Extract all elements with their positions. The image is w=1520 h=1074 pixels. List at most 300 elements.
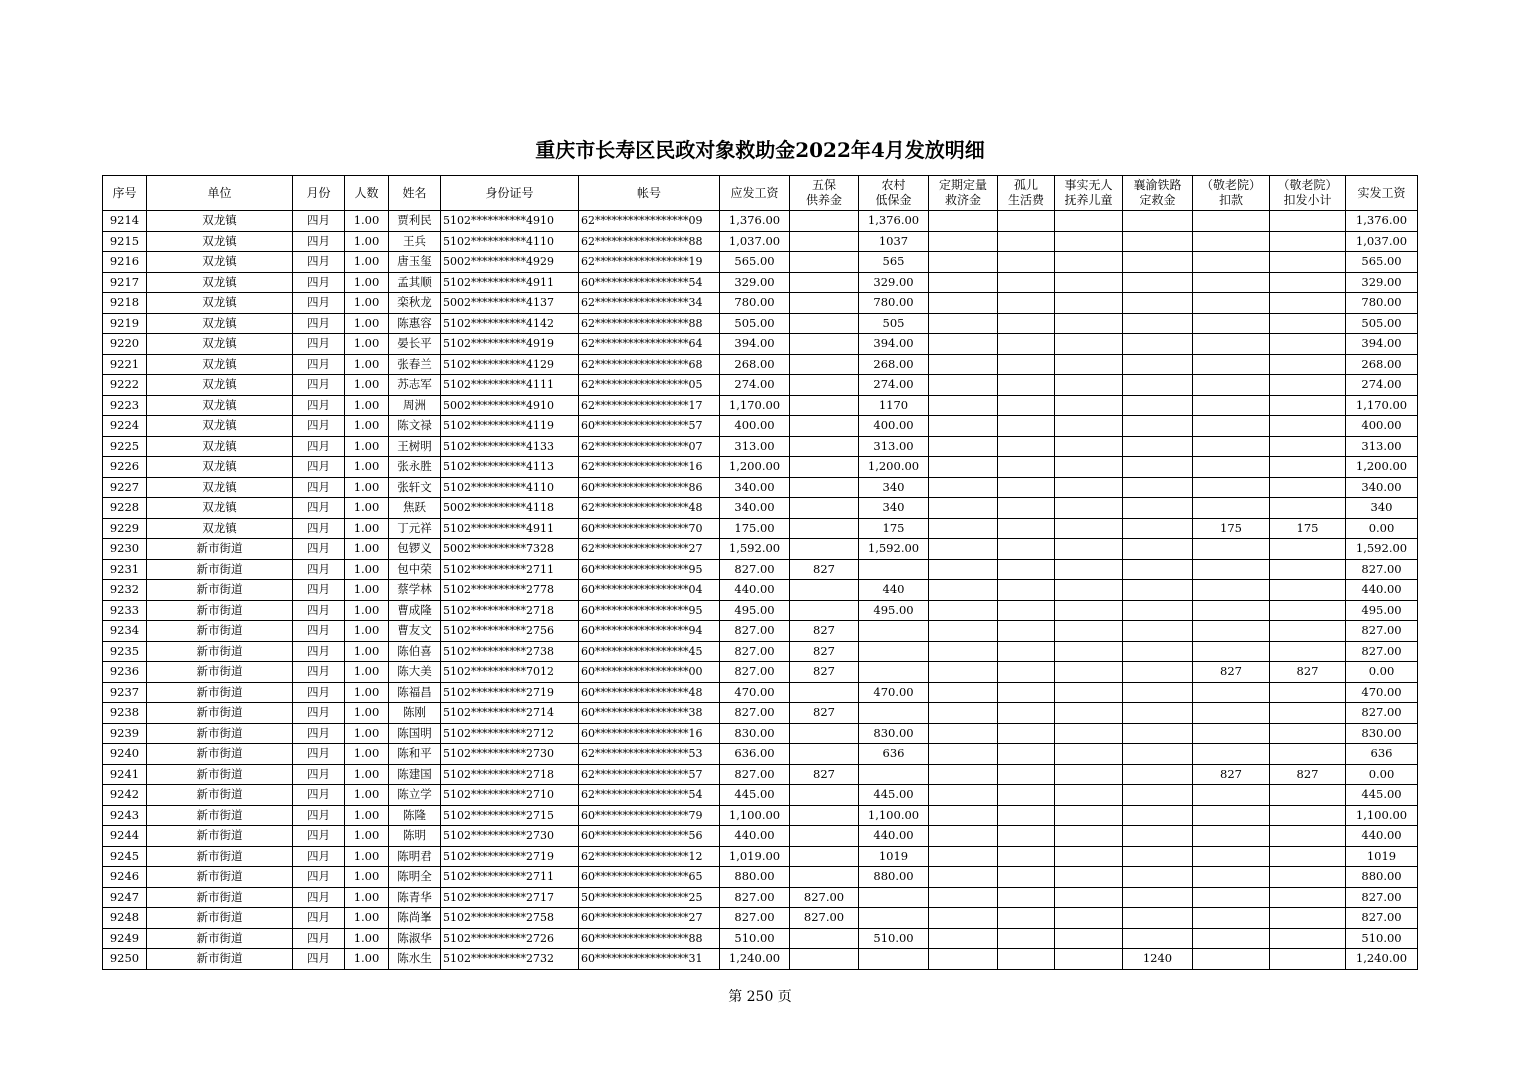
cell-name: 陈青华: [389, 887, 441, 908]
cell-actual: 830.00: [1346, 723, 1418, 744]
cell-actual: 636: [1346, 744, 1418, 765]
cell-child: [1055, 764, 1123, 785]
cell-unit: 双龙镇: [147, 395, 293, 416]
cell-actual: 510.00: [1346, 928, 1418, 949]
cell-unit: 双龙镇: [147, 334, 293, 355]
cell-id: 5102**********2710: [441, 785, 579, 806]
cell-rural: 445.00: [859, 785, 929, 806]
cell-fixed: [929, 703, 998, 724]
cell-orphan: [998, 908, 1055, 929]
cell-child: [1055, 457, 1123, 478]
cell-fixed: [929, 354, 998, 375]
cell-wubao: [790, 723, 859, 744]
cell-month: 四月: [293, 395, 345, 416]
cell-wubao: 827: [790, 662, 859, 683]
cell-fixed: [929, 313, 998, 334]
cell-people: 1.00: [345, 231, 389, 252]
cell-name: 包锣义: [389, 539, 441, 560]
header-deduct: （敬老院） 扣款: [1193, 176, 1270, 211]
cell-wubao: [790, 928, 859, 949]
cell-seq: 9236: [103, 662, 147, 683]
cell-rail: [1123, 744, 1193, 765]
cell-orphan: [998, 764, 1055, 785]
header-month: 月份: [293, 176, 345, 211]
table-row: [103, 928, 1418, 949]
cell-name: 陈尚峯: [389, 908, 441, 929]
cell-rail: [1123, 703, 1193, 724]
table-row: [103, 518, 1418, 539]
cell-name: 曹成隆: [389, 600, 441, 621]
cell-account: 62*****************53: [579, 744, 720, 765]
cell-account: 60*****************79: [579, 805, 720, 826]
cell-name: 张春兰: [389, 354, 441, 375]
cell-wubao: [790, 498, 859, 519]
cell-account: 62*****************34: [579, 293, 720, 314]
cell-fixed: [929, 375, 998, 396]
cell-unit: 新市街道: [147, 846, 293, 867]
cell-fixed: [929, 928, 998, 949]
cell-account: 62*****************09: [579, 211, 720, 232]
cell-orphan: [998, 272, 1055, 293]
cell-month: 四月: [293, 867, 345, 888]
cell-wubao: [790, 805, 859, 826]
cell-people: 1.00: [345, 887, 389, 908]
cell-subtotal: [1270, 498, 1346, 519]
cell-rail: [1123, 252, 1193, 273]
table-row: [103, 744, 1418, 765]
cell-child: [1055, 580, 1123, 601]
cell-rail: [1123, 641, 1193, 662]
table-row: [103, 723, 1418, 744]
cell-rural: 1,592.00: [859, 539, 929, 560]
cell-rural: [859, 887, 929, 908]
table-row: [103, 805, 1418, 826]
cell-fixed: [929, 621, 998, 642]
cell-subtotal: [1270, 354, 1346, 375]
cell-orphan: [998, 846, 1055, 867]
cell-id: 5102**********7012: [441, 662, 579, 683]
cell-rail: [1123, 498, 1193, 519]
cell-id: 5102**********4111: [441, 375, 579, 396]
cell-due: 1,100.00: [720, 805, 790, 826]
cell-fixed: [929, 518, 998, 539]
cell-subtotal: [1270, 846, 1346, 867]
cell-people: 1.00: [345, 641, 389, 662]
cell-rural: 510.00: [859, 928, 929, 949]
cell-child: [1055, 211, 1123, 232]
cell-people: 1.00: [345, 375, 389, 396]
cell-unit: 新市街道: [147, 559, 293, 580]
cell-rural: 636: [859, 744, 929, 765]
cell-account: 62*****************16: [579, 457, 720, 478]
cell-rail: [1123, 436, 1193, 457]
cell-people: 1.00: [345, 723, 389, 744]
cell-unit: 新市街道: [147, 908, 293, 929]
cell-wubao: [790, 867, 859, 888]
cell-child: [1055, 354, 1123, 375]
cell-actual: 440.00: [1346, 826, 1418, 847]
cell-rural: 780.00: [859, 293, 929, 314]
table-body: [103, 211, 1418, 970]
cell-month: 四月: [293, 600, 345, 621]
cell-account: 60*****************16: [579, 723, 720, 744]
cell-deduct: [1193, 621, 1270, 642]
cell-due: 1,019.00: [720, 846, 790, 867]
cell-due: 1,200.00: [720, 457, 790, 478]
cell-people: 1.00: [345, 436, 389, 457]
cell-rail: [1123, 826, 1193, 847]
cell-wubao: 827: [790, 621, 859, 642]
cell-seq: 9233: [103, 600, 147, 621]
cell-people: 1.00: [345, 539, 389, 560]
cell-month: 四月: [293, 539, 345, 560]
cell-name: 陈刚: [389, 703, 441, 724]
header-account: 帐号: [579, 176, 720, 211]
cell-child: [1055, 826, 1123, 847]
cell-rural: 274.00: [859, 375, 929, 396]
cell-deduct: 827: [1193, 662, 1270, 683]
cell-unit: 新市街道: [147, 682, 293, 703]
cell-name: 陈水生: [389, 949, 441, 970]
cell-due: 175.00: [720, 518, 790, 539]
cell-people: 1.00: [345, 908, 389, 929]
cell-fixed: [929, 252, 998, 273]
cell-id: 5002**********4929: [441, 252, 579, 273]
cell-unit: 双龙镇: [147, 313, 293, 334]
cell-seq: 9214: [103, 211, 147, 232]
cell-fixed: [929, 539, 998, 560]
cell-deduct: [1193, 313, 1270, 334]
cell-seq: 9216: [103, 252, 147, 273]
cell-actual: 565.00: [1346, 252, 1418, 273]
cell-id: 5102**********4919: [441, 334, 579, 355]
cell-name: 张轩文: [389, 477, 441, 498]
cell-orphan: [998, 887, 1055, 908]
header-actual: 实发工资: [1346, 176, 1418, 211]
cell-account: 60*****************88: [579, 928, 720, 949]
cell-deduct: [1193, 416, 1270, 437]
cell-month: 四月: [293, 272, 345, 293]
table-row: [103, 354, 1418, 375]
cell-rail: [1123, 928, 1193, 949]
cell-orphan: [998, 682, 1055, 703]
cell-deduct: [1193, 436, 1270, 457]
cell-actual: 1,240.00: [1346, 949, 1418, 970]
cell-id: 5102**********2715: [441, 805, 579, 826]
cell-account: 62*****************07: [579, 436, 720, 457]
cell-rail: [1123, 600, 1193, 621]
cell-id: 5102**********2730: [441, 826, 579, 847]
cell-rural: [859, 559, 929, 580]
cell-seq: 9228: [103, 498, 147, 519]
cell-seq: 9219: [103, 313, 147, 334]
cell-seq: 9224: [103, 416, 147, 437]
cell-fixed: [929, 805, 998, 826]
cell-name: 唐玉玺: [389, 252, 441, 273]
cell-fixed: [929, 662, 998, 683]
cell-wubao: [790, 457, 859, 478]
cell-child: [1055, 539, 1123, 560]
cell-fixed: [929, 887, 998, 908]
cell-people: 1.00: [345, 764, 389, 785]
cell-due: 1,592.00: [720, 539, 790, 560]
table-row: [103, 334, 1418, 355]
cell-rural: [859, 621, 929, 642]
cell-fixed: [929, 457, 998, 478]
cell-orphan: [998, 949, 1055, 970]
cell-unit: 双龙镇: [147, 436, 293, 457]
cell-subtotal: [1270, 887, 1346, 908]
cell-seq: 9241: [103, 764, 147, 785]
cell-people: 1.00: [345, 826, 389, 847]
cell-id: 5102**********2711: [441, 559, 579, 580]
cell-deduct: [1193, 252, 1270, 273]
cell-fixed: [929, 744, 998, 765]
table-row: [103, 949, 1418, 970]
cell-month: 四月: [293, 580, 345, 601]
cell-child: [1055, 662, 1123, 683]
cell-child: [1055, 436, 1123, 457]
cell-child: [1055, 416, 1123, 437]
cell-deduct: [1193, 744, 1270, 765]
cell-child: [1055, 908, 1123, 929]
cell-orphan: [998, 211, 1055, 232]
cell-wubao: [790, 744, 859, 765]
cell-actual: 780.00: [1346, 293, 1418, 314]
cell-id: 5102**********4129: [441, 354, 579, 375]
cell-name: 包中荣: [389, 559, 441, 580]
cell-seq: 9230: [103, 539, 147, 560]
table-row: [103, 703, 1418, 724]
cell-name: 苏志军: [389, 375, 441, 396]
cell-due: 880.00: [720, 867, 790, 888]
cell-due: 394.00: [720, 334, 790, 355]
page-number: 第 250 页: [728, 989, 792, 1005]
cell-child: [1055, 477, 1123, 498]
cell-actual: 440.00: [1346, 580, 1418, 601]
cell-seq: 9248: [103, 908, 147, 929]
cell-seq: 9218: [103, 293, 147, 314]
cell-name: 陈淑华: [389, 928, 441, 949]
cell-seq: 9240: [103, 744, 147, 765]
cell-deduct: [1193, 293, 1270, 314]
cell-account: 60*****************86: [579, 477, 720, 498]
cell-subtotal: [1270, 477, 1346, 498]
cell-unit: 新市街道: [147, 621, 293, 642]
cell-orphan: [998, 354, 1055, 375]
cell-month: 四月: [293, 334, 345, 355]
cell-month: 四月: [293, 662, 345, 683]
cell-month: 四月: [293, 887, 345, 908]
table-row: [103, 313, 1418, 334]
cell-due: 495.00: [720, 600, 790, 621]
cell-name: 陈惠容: [389, 313, 441, 334]
cell-subtotal: [1270, 641, 1346, 662]
cell-seq: 9234: [103, 621, 147, 642]
table-row: [103, 539, 1418, 560]
cell-actual: 445.00: [1346, 785, 1418, 806]
cell-subtotal: [1270, 703, 1346, 724]
table-row: [103, 764, 1418, 785]
cell-child: [1055, 621, 1123, 642]
cell-due: 780.00: [720, 293, 790, 314]
cell-rail: [1123, 375, 1193, 396]
cell-wubao: [790, 846, 859, 867]
header-id: 身份证号: [441, 176, 579, 211]
cell-month: 四月: [293, 908, 345, 929]
cell-people: 1.00: [345, 416, 389, 437]
cell-wubao: [790, 539, 859, 560]
cell-rural: 329.00: [859, 272, 929, 293]
cell-subtotal: [1270, 826, 1346, 847]
cell-actual: 1,170.00: [1346, 395, 1418, 416]
cell-deduct: [1193, 949, 1270, 970]
cell-rural: 1,376.00: [859, 211, 929, 232]
table-row: [103, 621, 1418, 642]
cell-people: 1.00: [345, 682, 389, 703]
page-title: 重庆市长寿区民政对象救助金2022年4月发放明细: [535, 138, 985, 162]
cell-rail: [1123, 395, 1193, 416]
cell-orphan: [998, 518, 1055, 539]
cell-due: 440.00: [720, 580, 790, 601]
cell-rail: [1123, 354, 1193, 375]
cell-seq: 9223: [103, 395, 147, 416]
table-row: [103, 846, 1418, 867]
cell-month: 四月: [293, 949, 345, 970]
cell-actual: 0.00: [1346, 518, 1418, 539]
cell-seq: 9239: [103, 723, 147, 744]
cell-month: 四月: [293, 785, 345, 806]
cell-name: 陈明君: [389, 846, 441, 867]
cell-rail: [1123, 805, 1193, 826]
cell-deduct: 827: [1193, 764, 1270, 785]
table-row: [103, 457, 1418, 478]
cell-child: [1055, 518, 1123, 539]
cell-seq: 9222: [103, 375, 147, 396]
cell-orphan: [998, 539, 1055, 560]
cell-wubao: [790, 252, 859, 273]
cell-fixed: [929, 600, 998, 621]
cell-subtotal: [1270, 457, 1346, 478]
cell-deduct: [1193, 354, 1270, 375]
cell-month: 四月: [293, 436, 345, 457]
cell-actual: 827.00: [1346, 559, 1418, 580]
cell-child: [1055, 867, 1123, 888]
cell-unit: 双龙镇: [147, 375, 293, 396]
cell-rail: 1240: [1123, 949, 1193, 970]
cell-rail: [1123, 211, 1193, 232]
cell-people: 1.00: [345, 313, 389, 334]
table-row: [103, 826, 1418, 847]
table-row: [103, 477, 1418, 498]
cell-people: 1.00: [345, 580, 389, 601]
cell-unit: 新市街道: [147, 744, 293, 765]
cell-actual: 400.00: [1346, 416, 1418, 437]
cell-name: 陈福昌: [389, 682, 441, 703]
cell-subtotal: [1270, 436, 1346, 457]
cell-fixed: [929, 846, 998, 867]
cell-actual: 827.00: [1346, 887, 1418, 908]
cell-fixed: [929, 723, 998, 744]
cell-id: 5102**********2730: [441, 744, 579, 765]
cell-id: 5102**********4911: [441, 518, 579, 539]
cell-seq: 9247: [103, 887, 147, 908]
cell-child: [1055, 887, 1123, 908]
cell-name: 陈明: [389, 826, 441, 847]
cell-fixed: [929, 395, 998, 416]
cell-unit: 双龙镇: [147, 477, 293, 498]
cell-unit: 双龙镇: [147, 498, 293, 519]
table-row: [103, 293, 1418, 314]
cell-month: 四月: [293, 641, 345, 662]
cell-fixed: [929, 764, 998, 785]
cell-subtotal: [1270, 600, 1346, 621]
cell-id: 5102**********2719: [441, 682, 579, 703]
cell-deduct: [1193, 477, 1270, 498]
cell-subtotal: [1270, 252, 1346, 273]
cell-id: 5102**********4113: [441, 457, 579, 478]
cell-rail: [1123, 662, 1193, 683]
cell-month: 四月: [293, 313, 345, 334]
cell-unit: 双龙镇: [147, 252, 293, 273]
cell-account: 62*****************05: [579, 375, 720, 396]
cell-fixed: [929, 334, 998, 355]
cell-subtotal: [1270, 580, 1346, 601]
header-people: 人数: [345, 176, 389, 211]
cell-fixed: [929, 580, 998, 601]
cell-unit: 新市街道: [147, 539, 293, 560]
cell-wubao: [790, 334, 859, 355]
cell-unit: 新市街道: [147, 887, 293, 908]
cell-due: 827.00: [720, 662, 790, 683]
cell-people: 1.00: [345, 518, 389, 539]
cell-unit: 双龙镇: [147, 231, 293, 252]
cell-account: 60*****************27: [579, 908, 720, 929]
cell-orphan: [998, 867, 1055, 888]
cell-child: [1055, 375, 1123, 396]
cell-id: 5102**********4910: [441, 211, 579, 232]
cell-seq: 9226: [103, 457, 147, 478]
cell-due: 1,170.00: [720, 395, 790, 416]
cell-due: 340.00: [720, 477, 790, 498]
cell-deduct: [1193, 600, 1270, 621]
cell-deduct: [1193, 231, 1270, 252]
cell-due: 440.00: [720, 826, 790, 847]
cell-due: 827.00: [720, 621, 790, 642]
cell-month: 四月: [293, 375, 345, 396]
cell-subtotal: [1270, 723, 1346, 744]
cell-seq: 9242: [103, 785, 147, 806]
cell-unit: 双龙镇: [147, 272, 293, 293]
cell-account: 60*****************04: [579, 580, 720, 601]
cell-account: 60*****************38: [579, 703, 720, 724]
cell-rail: [1123, 723, 1193, 744]
cell-child: [1055, 231, 1123, 252]
cell-orphan: [998, 313, 1055, 334]
cell-fixed: [929, 826, 998, 847]
cell-rail: [1123, 518, 1193, 539]
cell-actual: 274.00: [1346, 375, 1418, 396]
table-row: [103, 272, 1418, 293]
cell-deduct: [1193, 908, 1270, 929]
cell-child: [1055, 703, 1123, 724]
cell-people: 1.00: [345, 621, 389, 642]
table-row: [103, 375, 1418, 396]
cell-id: 5102**********2718: [441, 764, 579, 785]
cell-rural: 1,100.00: [859, 805, 929, 826]
cell-unit: 双龙镇: [147, 211, 293, 232]
cell-month: 四月: [293, 703, 345, 724]
